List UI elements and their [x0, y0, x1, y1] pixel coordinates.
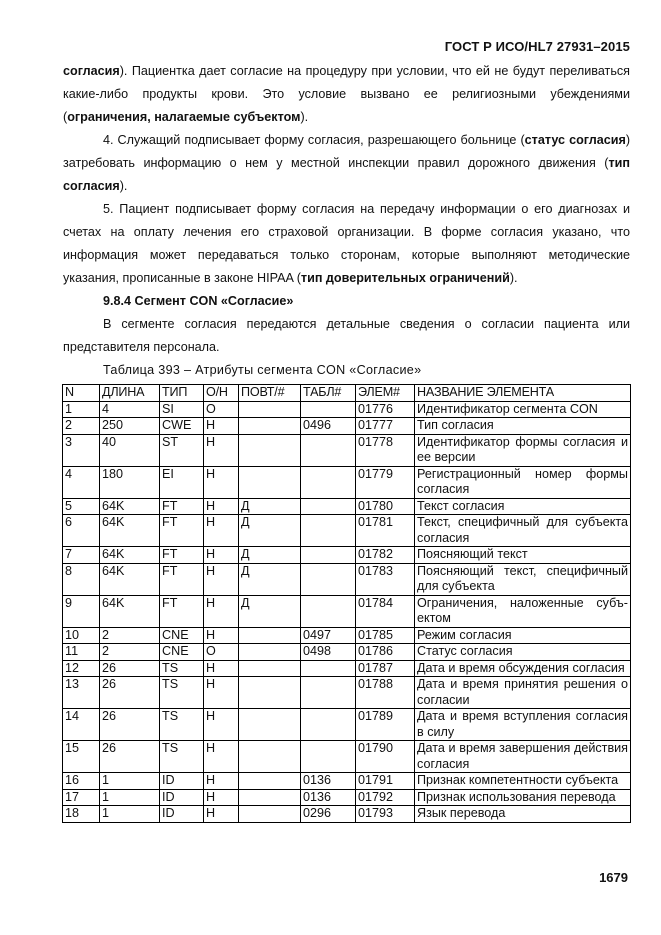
table-cell: О: [204, 644, 239, 661]
table-cell: 26: [100, 660, 160, 677]
table-cell: Д: [239, 547, 301, 564]
table-cell: 01787: [356, 660, 415, 677]
table-cell: [239, 644, 301, 661]
table-cell: 01792: [356, 789, 415, 806]
table-cell: [301, 547, 356, 564]
table-cell: Ограничения, наложенные субъектом: [415, 595, 631, 627]
table-cell: Идентификатор формы согласия и ее версии: [415, 434, 631, 466]
table-row: [63, 434, 631, 466]
table-cell: Н: [204, 595, 239, 627]
table-cell: 64K: [100, 595, 160, 627]
table-cell: Н: [204, 789, 239, 806]
column-header: ЭЛЕМ#: [356, 385, 415, 402]
table-cell: 40: [100, 434, 160, 466]
table-cell: Режим согласия: [415, 627, 631, 644]
table-cell: FT: [160, 515, 204, 547]
table-cell: Н: [204, 660, 239, 677]
table-cell: 250: [100, 418, 160, 435]
table-cell: Н: [204, 498, 239, 515]
column-header: О/Н: [204, 385, 239, 402]
table-cell: [301, 563, 356, 595]
table-row: [63, 401, 631, 418]
paragraph-1: согласия). Пациентка дает согласие на процедуру при условии, что ей не будут переливаться какие-либо продукты крови. Это условие вызвано ее религиозными убеждениями (ограничения, налагаемые субъектом).: [63, 64, 630, 124]
section-heading: 9.8.4 Сегмент CON «Согласие»: [103, 294, 294, 308]
table-cell: Н: [204, 677, 239, 709]
table-cell: [239, 741, 301, 773]
table-cell: Дата и время вступления согласия в силу: [415, 709, 631, 741]
table-cell: Язык перевода: [415, 806, 631, 823]
table-cell: 2: [100, 644, 160, 661]
table-cell: 01788: [356, 677, 415, 709]
table-cell: FT: [160, 498, 204, 515]
table-cell: 01791: [356, 773, 415, 790]
table-cell: 26: [100, 741, 160, 773]
table-cell: SI: [160, 401, 204, 418]
table-cell: TS: [160, 660, 204, 677]
table-cell: [301, 677, 356, 709]
table-cell: [239, 773, 301, 790]
table-cell: CWE: [160, 418, 204, 435]
table-row: [63, 627, 631, 644]
table-cell: 01779: [356, 466, 415, 498]
table-cell: 0136: [301, 789, 356, 806]
con-segment-table: [62, 384, 631, 823]
table-cell: TS: [160, 741, 204, 773]
table-row: [63, 466, 631, 498]
table-cell: Н: [204, 547, 239, 564]
table-body: [63, 401, 631, 822]
table-cell: Н: [204, 515, 239, 547]
table-row: [63, 563, 631, 595]
table-cell: [239, 434, 301, 466]
table-cell: [239, 401, 301, 418]
table-cell: 01776: [356, 401, 415, 418]
table-cell: Н: [204, 709, 239, 741]
table-cell: Н: [204, 773, 239, 790]
table-cell: Тип согласия: [415, 418, 631, 435]
table-cell: 180: [100, 466, 160, 498]
table-row: [63, 498, 631, 515]
table-cell: [239, 627, 301, 644]
table-cell: FT: [160, 547, 204, 564]
table-cell: Дата и время завершения действия согласия: [415, 741, 631, 773]
table-cell: 2: [100, 627, 160, 644]
paragraph-4: В сегменте согласия передаются детальные сведения о согласии пациента или представителя персонала.: [63, 317, 630, 354]
table-row: [63, 660, 631, 677]
table-cell: 01782: [356, 547, 415, 564]
table-cell: [301, 498, 356, 515]
table-cell: 01793: [356, 806, 415, 823]
table-cell: [301, 595, 356, 627]
column-header: ПОВТ/#: [239, 385, 301, 402]
table-cell: 1: [100, 789, 160, 806]
table-cell: 0496: [301, 418, 356, 435]
table-cell: [239, 660, 301, 677]
table-cell: [301, 434, 356, 466]
table-cell: 64K: [100, 547, 160, 564]
table-cell: Д: [239, 595, 301, 627]
table-row: [63, 773, 631, 790]
table-cell: Регистрационный номер формы согласия: [415, 466, 631, 498]
table-cell: 4: [63, 466, 100, 498]
table-cell: Д: [239, 515, 301, 547]
column-header: ТИП: [160, 385, 204, 402]
body-text: [63, 60, 630, 382]
table-cell: CNE: [160, 627, 204, 644]
table-cell: Н: [204, 418, 239, 435]
column-header: ТАБЛ#: [301, 385, 356, 402]
table-cell: 0296: [301, 806, 356, 823]
table-row: [63, 789, 631, 806]
table-cell: Дата и время принятия решения о согласии: [415, 677, 631, 709]
table-cell: Н: [204, 806, 239, 823]
table-cell: Н: [204, 434, 239, 466]
table-cell: [239, 709, 301, 741]
table-row: [63, 418, 631, 435]
table-cell: 01780: [356, 498, 415, 515]
table-cell: 01785: [356, 627, 415, 644]
table-caption: Таблица 393 – Атрибуты сегмента CON «Согласие»: [103, 363, 422, 377]
table-header-row: [63, 385, 631, 402]
table-cell: [239, 418, 301, 435]
table-cell: CNE: [160, 644, 204, 661]
table-cell: 01783: [356, 563, 415, 595]
table-cell: 01789: [356, 709, 415, 741]
table-cell: [239, 806, 301, 823]
table-cell: 01781: [356, 515, 415, 547]
table-cell: 01786: [356, 644, 415, 661]
table-cell: 0136: [301, 773, 356, 790]
table-cell: 17: [63, 789, 100, 806]
column-header: НАЗВАНИЕ ЭЛЕМЕНТА: [415, 385, 631, 402]
table-cell: 0498: [301, 644, 356, 661]
table-cell: О: [204, 401, 239, 418]
table-cell: Идентификатор сегмента CON: [415, 401, 631, 418]
table-row: [63, 806, 631, 823]
table-cell: Дата и время обсуждения согласия: [415, 660, 631, 677]
table-cell: 0497: [301, 627, 356, 644]
table-cell: Н: [204, 627, 239, 644]
table-cell: TS: [160, 677, 204, 709]
table-row: [63, 741, 631, 773]
table-cell: 8: [63, 563, 100, 595]
table-cell: [301, 660, 356, 677]
table-cell: ID: [160, 806, 204, 823]
table-cell: 6: [63, 515, 100, 547]
table-cell: FT: [160, 563, 204, 595]
table-cell: EI: [160, 466, 204, 498]
table-cell: Текст, специфичный для субъекта согласия: [415, 515, 631, 547]
table-cell: Н: [204, 741, 239, 773]
table-cell: 7: [63, 547, 100, 564]
table-row: [63, 677, 631, 709]
table-cell: 26: [100, 677, 160, 709]
table-cell: 01778: [356, 434, 415, 466]
table-cell: [239, 677, 301, 709]
table-cell: 5: [63, 498, 100, 515]
column-header: N: [63, 385, 100, 402]
table-cell: [301, 515, 356, 547]
table-cell: Д: [239, 498, 301, 515]
table-cell: Д: [239, 563, 301, 595]
table-cell: 01777: [356, 418, 415, 435]
table-cell: 1: [100, 806, 160, 823]
running-header: ГОСТ Р ИСО/HL7 27931–2015: [444, 39, 630, 54]
table-cell: 13: [63, 677, 100, 709]
table-cell: [239, 789, 301, 806]
table-cell: Н: [204, 466, 239, 498]
table-cell: ID: [160, 773, 204, 790]
table-cell: [301, 709, 356, 741]
table-cell: 16: [63, 773, 100, 790]
table-cell: ST: [160, 434, 204, 466]
table-cell: Поясняющий текст, специфичный для субъекта: [415, 563, 631, 595]
table-cell: 18: [63, 806, 100, 823]
table-cell: 3: [63, 434, 100, 466]
table-cell: Поясняющий текст: [415, 547, 631, 564]
table-cell: [301, 466, 356, 498]
table-cell: Текст согласия: [415, 498, 631, 515]
table-cell: 11: [63, 644, 100, 661]
table-cell: [301, 401, 356, 418]
table-cell: Статус согласия: [415, 644, 631, 661]
table-cell: 64K: [100, 515, 160, 547]
table-cell: 14: [63, 709, 100, 741]
table-cell: 1: [100, 773, 160, 790]
table-cell: 9: [63, 595, 100, 627]
table-cell: 12: [63, 660, 100, 677]
paragraph-2: 4. Служащий подписывает форму согласия, разрешающего больнице (статус согласия) затребовать информацию о нем у местной инспекции правил дорожного движения (тип согласия).: [63, 133, 631, 193]
table-cell: 2: [63, 418, 100, 435]
table-cell: FT: [160, 595, 204, 627]
table-cell: 4: [100, 401, 160, 418]
table-row: [63, 515, 631, 547]
table-cell: ID: [160, 789, 204, 806]
table-cell: Н: [204, 563, 239, 595]
table-cell: 01790: [356, 741, 415, 773]
table-cell: 1: [63, 401, 100, 418]
table-cell: 15: [63, 741, 100, 773]
column-header: ДЛИНА: [100, 385, 160, 402]
table-cell: Признак использования перевода: [415, 789, 631, 806]
table-row: [63, 709, 631, 741]
table-cell: [239, 466, 301, 498]
table-cell: Признак компетентности субъекта: [415, 773, 631, 790]
table-cell: 64K: [100, 563, 160, 595]
page-number: 1679: [599, 870, 628, 885]
table-cell: 64K: [100, 498, 160, 515]
table-row: [63, 595, 631, 627]
table-cell: 10: [63, 627, 100, 644]
table-cell: 26: [100, 709, 160, 741]
table-cell: [301, 741, 356, 773]
table-row: [63, 547, 631, 564]
paragraph-3: 5. Пациент подписывает форму согласия на передачу информации о его диагнозах и счетах на оплату лечения его страховой организации. В форме согласия указано, что информация может передаваться только сторонам, которые выполняют методические указания, прописанные в законе HIPAA (тип доверительных ограничений).: [63, 202, 630, 285]
table-cell: 01784: [356, 595, 415, 627]
table-row: [63, 644, 631, 661]
table-cell: TS: [160, 709, 204, 741]
